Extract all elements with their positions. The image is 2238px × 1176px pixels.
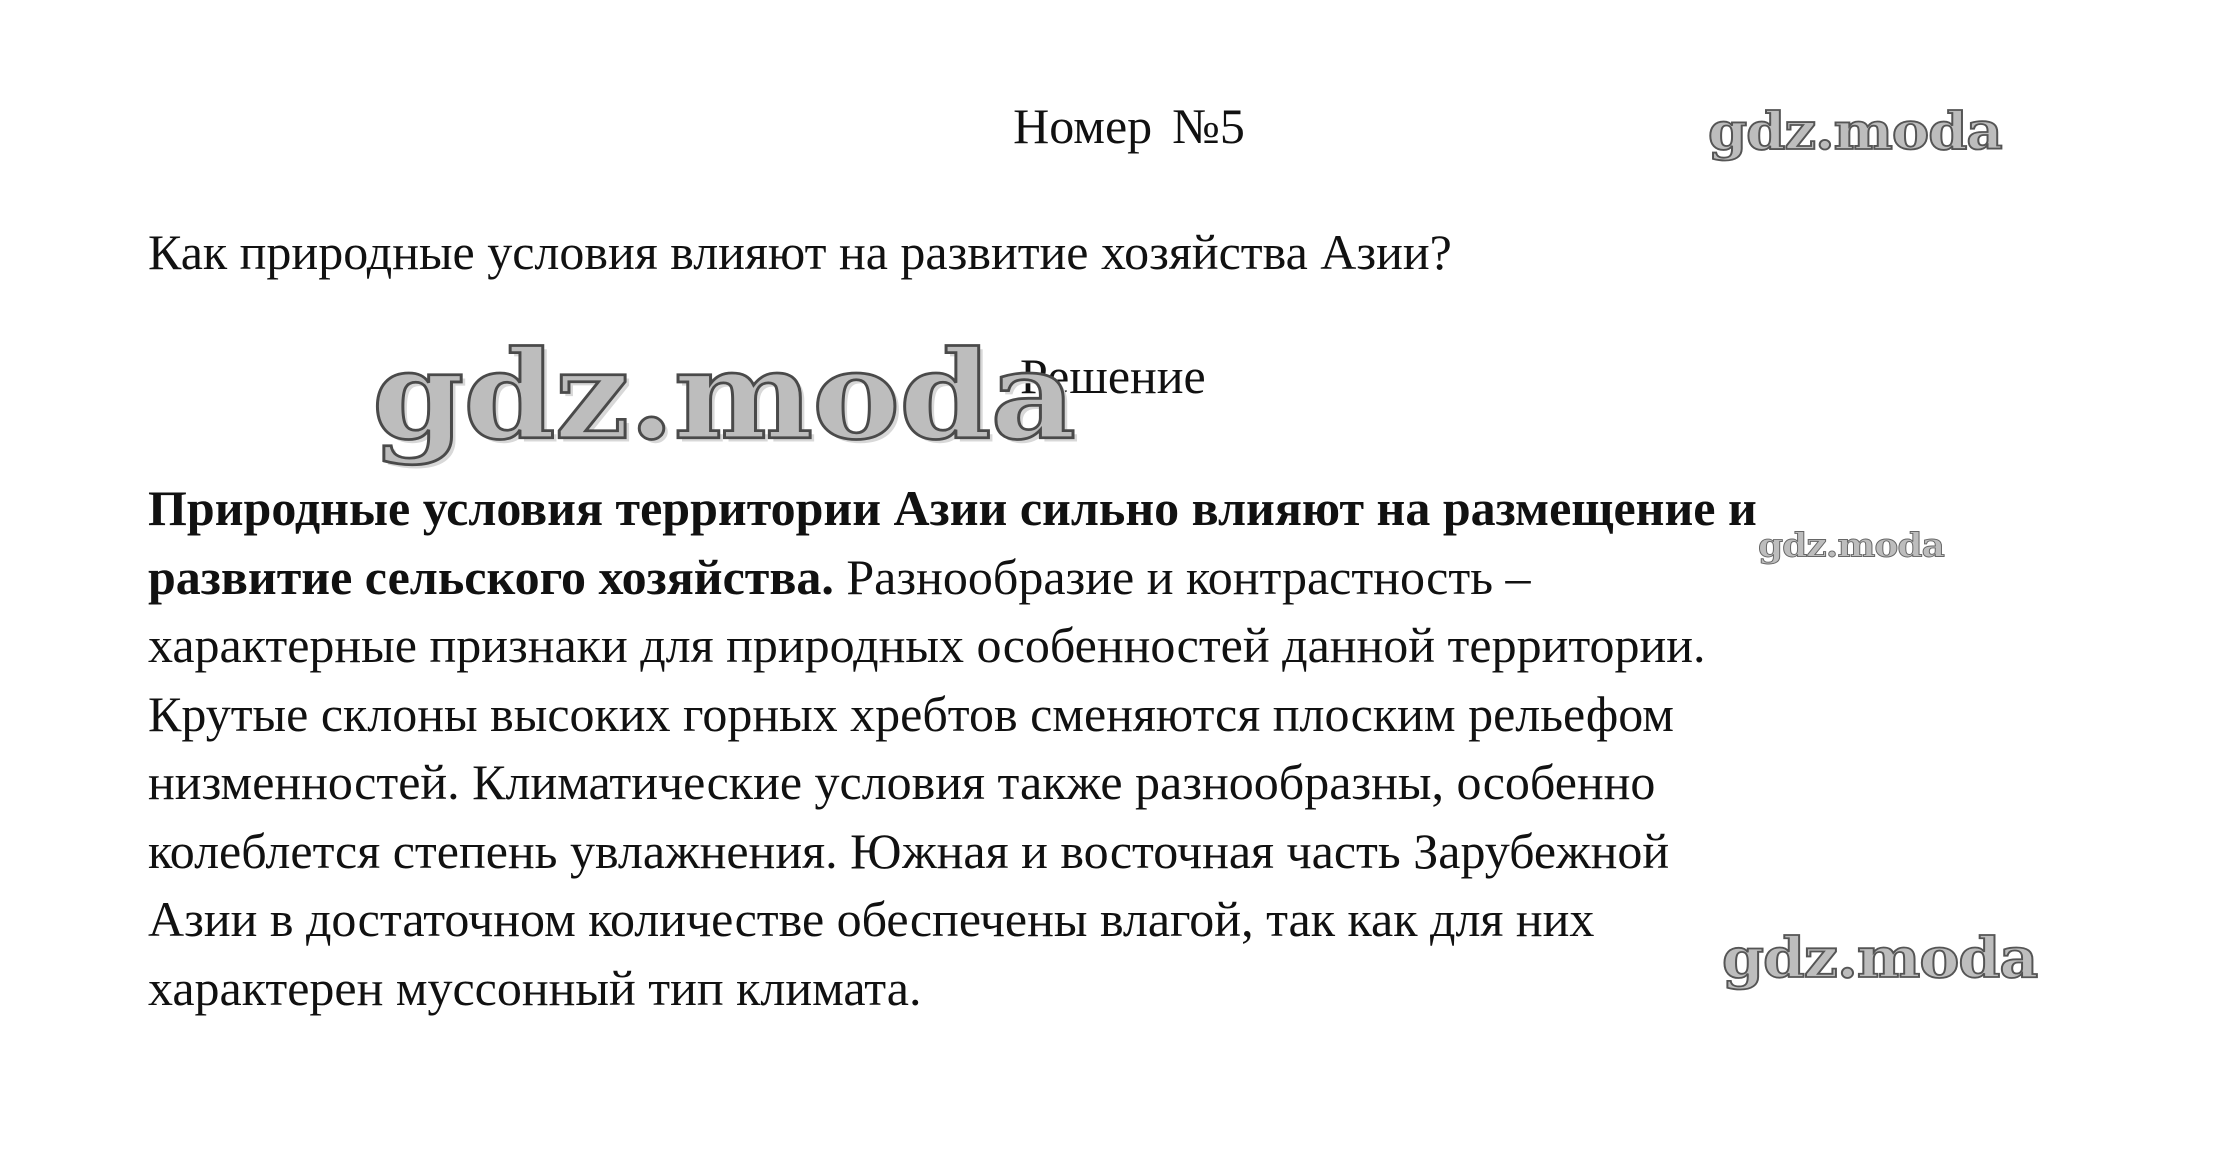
answer-line-2-bold: развитие сельского хозяйства. — [148, 548, 834, 605]
watermark-top: gdz.moda — [1708, 101, 2002, 162]
question-text: Как природные условия влияют на развитие хозяйства Азии? — [148, 224, 1452, 280]
solution-heading: Решение — [1020, 348, 1206, 404]
answer-line-5: низменностей. Климатические условия также разнообразны, особенно — [148, 754, 1656, 810]
title-number: №5 — [1172, 98, 1245, 154]
answer-line-4: Крутые склоны высоких горных хребтов сменяются плоским рельефом — [148, 685, 1674, 742]
watermark-small: gdz.moda — [1758, 526, 1944, 565]
watermark-bottom: gdz.moda — [1722, 926, 2038, 991]
answer-line-6: колеблется степень увлажнения. Южная и восточная часть Зарубежной — [148, 822, 1670, 879]
watermark-large: gdz.moda — [372, 324, 1076, 468]
answer-line-8: характерен муссонный тип климата. — [148, 959, 922, 1016]
title-prefix: Номер — [1013, 98, 1153, 154]
answer-line-3: характерные признаки для природных особенностей данной территории. — [148, 617, 1706, 673]
answer-line-2-rest: Разнообразие и контрастность – — [833, 548, 1531, 605]
answer-line-7: Азии в достаточном количестве обеспечены влагой, так как для них — [148, 891, 1595, 947]
answer-line-1-bold: Природные условия территории Азии сильно влияют на размещение и — [148, 480, 1757, 536]
